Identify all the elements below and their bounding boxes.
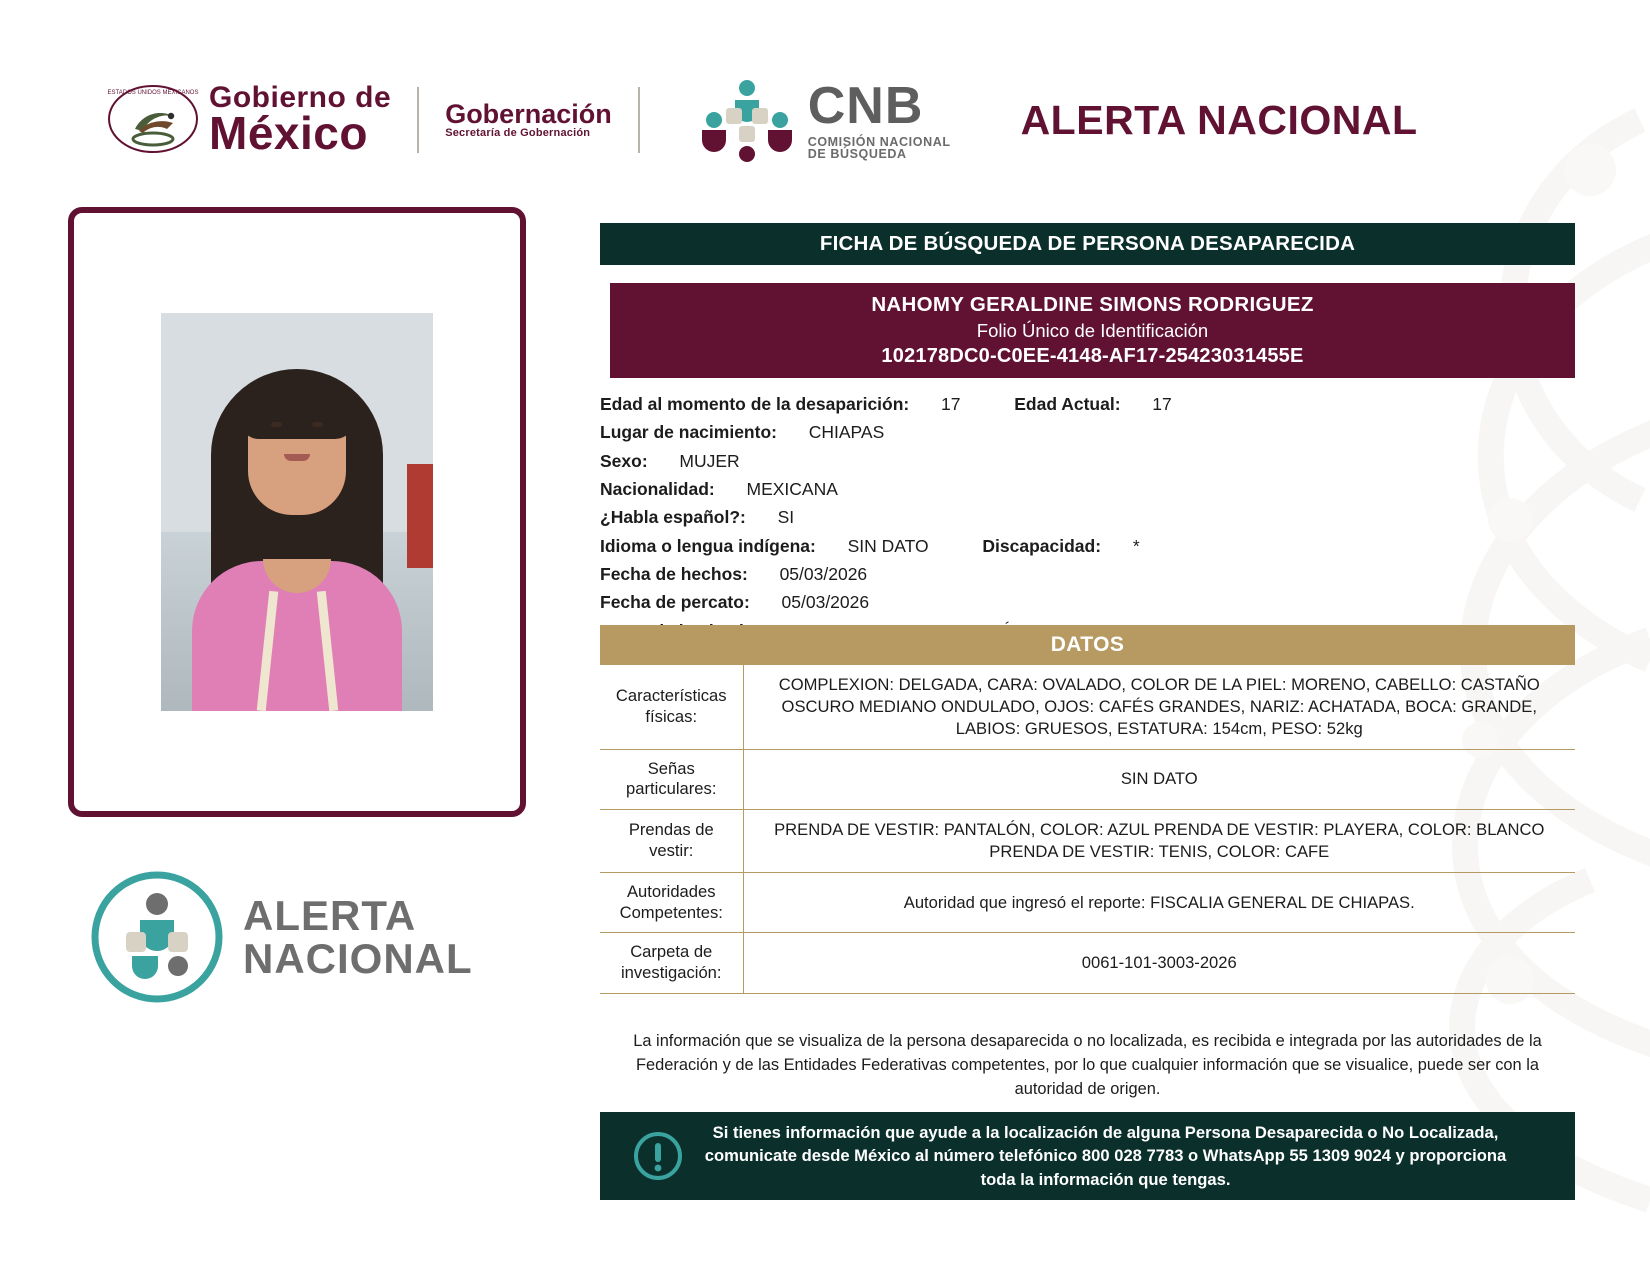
field-label: Edad al momento de la desaparición: <box>600 394 910 414</box>
field-label: ¿Habla español?: <box>600 507 746 528</box>
field-value: 05/03/2026 <box>779 564 868 585</box>
row-value: 0061-101-3003-2026 <box>743 933 1575 993</box>
table-row <box>600 933 1575 993</box>
row-value: SIN DATO <box>743 749 1575 809</box>
table-row <box>600 810 1575 873</box>
alerta-nacional-badge <box>90 870 473 1005</box>
field-label: Fecha de hechos: <box>600 564 748 585</box>
missing-person-photo <box>161 313 433 711</box>
field-value: SIN DATO <box>847 535 929 556</box>
gob-line-2: México <box>209 107 368 160</box>
field-label: Nacionalidad: <box>600 479 715 500</box>
cnb-line-1: COMISIÓN NACIONAL <box>807 134 951 149</box>
row-key: Características físicas: <box>600 665 743 749</box>
field-row-birthplace <box>600 418 1590 446</box>
field-label: Idioma o lengua indígena: <box>600 535 816 556</box>
contact-bar <box>600 1112 1575 1200</box>
row-value: Autoridad que ingresó el reporte: FISCALIA GENERAL DE CHIAPAS. <box>743 872 1575 932</box>
gobernacion-title: Gobernación <box>445 99 612 130</box>
field-row-age <box>600 390 1590 418</box>
alerta-badge-text <box>243 891 473 982</box>
field-row-sex <box>600 447 1590 475</box>
table-row <box>600 665 1575 749</box>
person-fields <box>600 390 1590 645</box>
field-row-date-events <box>600 560 1590 588</box>
header-divider-1 <box>417 87 419 153</box>
svg-text:ESTADOS UNIDOS MEXICANOS: ESTADOS UNIDOS MEXICANOS <box>107 90 199 96</box>
field-row-spanish <box>600 503 1590 531</box>
row-value: PRENDA DE VESTIR: PANTALÓN, COLOR: AZUL PRENDA DE VESTIR: PLAYERA, COLOR: BLANCO PRENDA DE VESTIR: TENIS, COLOR: CAFE <box>743 810 1575 873</box>
ficha-title-bar: FICHA DE BÚSQUEDA DE PERSONA DESAPARECIDA <box>600 223 1575 265</box>
field-value: 05/03/2026 <box>781 592 870 613</box>
field-row-language <box>600 532 1590 560</box>
gob-line-1: Gobierno de <box>209 80 392 114</box>
field-row-date-noticed <box>600 588 1590 616</box>
field-label: Sexo: <box>600 450 648 471</box>
field-label-2: Discapacidad: <box>982 535 1102 556</box>
datos-table <box>600 665 1575 994</box>
cnb-line-2: DE BÚSQUEDA <box>807 147 907 161</box>
cnb-people-logo-icon <box>692 74 802 166</box>
field-label: Lugar de nacimiento: <box>600 422 777 443</box>
field-label-2: Edad Actual: <box>1014 394 1121 414</box>
header-divider-2 <box>638 87 640 153</box>
person-name-box <box>610 283 1575 378</box>
person-name: NAHOMY GERALDINE SIMONS RODRIGUEZ <box>871 293 1314 316</box>
row-key: Carpeta de investigación: <box>600 933 743 993</box>
alert-exclamation-icon <box>632 1130 684 1182</box>
row-key: Prendas de vestir: <box>600 810 743 873</box>
national-coat-of-arms-icon <box>105 83 201 157</box>
field-value-2: 17 <box>1152 394 1172 414</box>
badge-line-2: NACIONAL <box>243 934 473 982</box>
cnb-logo-block <box>692 74 951 166</box>
document-header <box>0 60 1650 180</box>
badge-line-1: ALERTA <box>243 891 417 939</box>
field-label: Fecha de percato: <box>600 592 750 613</box>
photo-frame <box>68 207 526 817</box>
row-key: Autoridades Competentes: <box>600 872 743 932</box>
table-row <box>600 872 1575 932</box>
datos-title-bar: DATOS <box>600 625 1575 665</box>
field-value-2: * <box>1132 535 1140 556</box>
cnb-acronym: CNB <box>807 76 924 135</box>
field-value: MUJER <box>679 450 740 471</box>
folio-value: 102178DC0-C0EE-4148-AF17-25423031455E <box>881 345 1304 367</box>
field-value: MEXICANA <box>746 479 838 500</box>
contact-text: Si tienes información que ayude a la localización de alguna Persona Desaparecida o No Localizada, comunicate desde México al número telefónico 800 028 7783 o WhatsApp 55 1309 9024 y proporciona toda la información que tengas. <box>704 1122 1507 1189</box>
field-row-nationality <box>600 475 1590 503</box>
disclaimer-text: La información que se visualiza de la persona desaparecida o no localizada, es recibida e integrada por las autoridades de la Federación y de las Entidades Federativas competentes, por lo que cualquier información que se visualice, puede ser con la autoridad de origen. <box>633 1032 1542 1098</box>
field-value: SI <box>777 507 795 528</box>
alerta-nacional-heading: ALERTA NACIONAL <box>1020 96 1418 143</box>
gobierno-de-mexico-wordmark <box>209 80 392 160</box>
row-key: Señas particulares: <box>600 749 743 809</box>
gobernacion-subtitle: Secretaría de Gobernación <box>445 127 591 140</box>
table-row <box>600 749 1575 809</box>
field-value: 17 <box>941 394 961 414</box>
row-value: COMPLEXION: DELGADA, CARA: OVALADO, COLOR DE LA PIEL: MORENO, CABELLO: CASTAÑO OSCURO MEDIANO ONDULADO, OJOS: CAFÉS GRANDES, NARIZ: ACHATADA, BOCA: GRANDE, LABIOS: GRUESOS, ESTATURA: 154cm, PESO: 52kg <box>743 665 1575 749</box>
cnb-wordmark <box>807 76 951 161</box>
folio-label: Folio Único de Identificación <box>976 320 1209 341</box>
alerta-nacional-logo-icon <box>90 870 225 1005</box>
field-value: CHIAPAS <box>808 422 885 443</box>
gobernacion-wordmark <box>445 100 612 140</box>
